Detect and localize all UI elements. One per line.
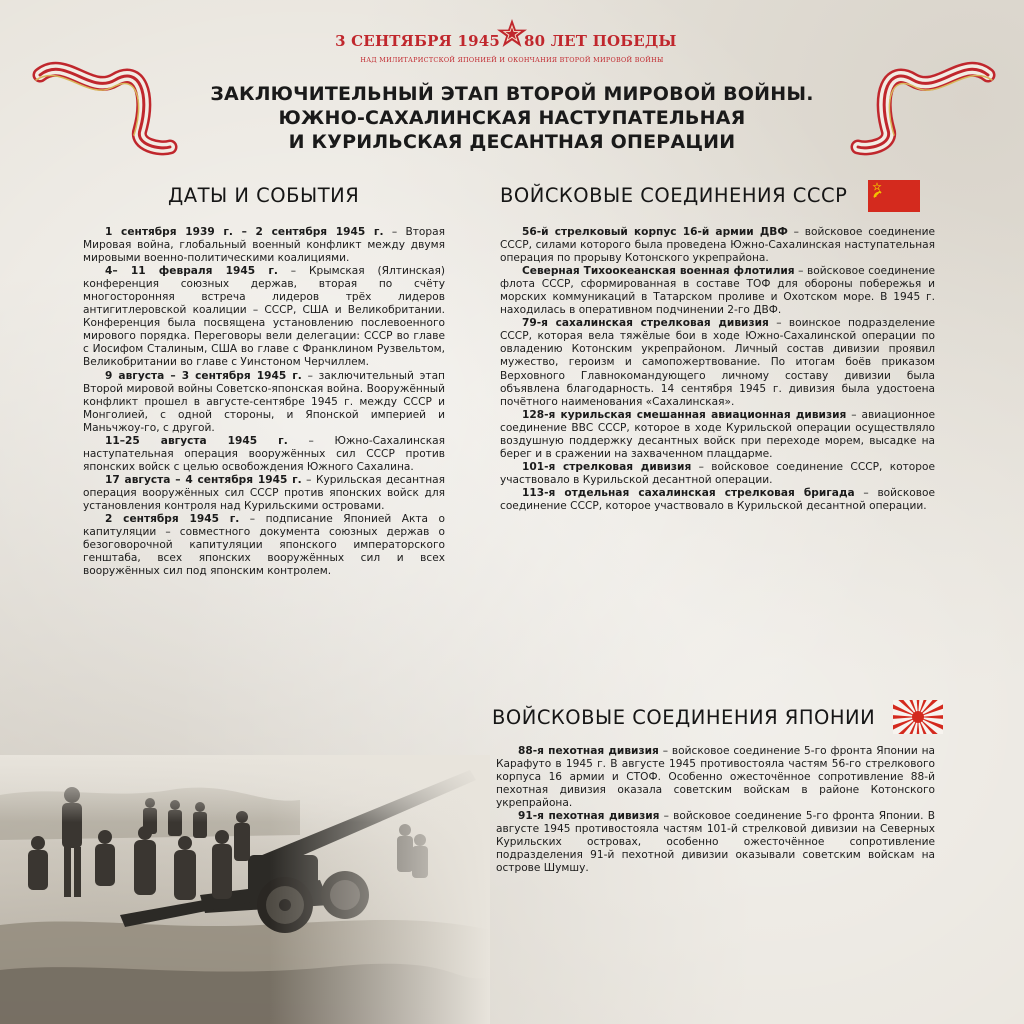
japan-units-list	[496, 745, 935, 875]
list-item: 1 сентября 1939 г. – 2 сентября 1945 г. – Вторая Мировая война, глобальный военный конфликт между двумя мировыми военно-политическими коалициями.	[83, 226, 446, 265]
emblem-anniversary: 80 ЛЕТ ПОБЕДЫ	[524, 32, 677, 50]
list-item: 91-я пехотная дивизия – войсковое соединение 5-го фронта Японии. В августе 1945 противостояла частям 101-й стрелковой дивизии на Северных Курильских островах, особенно ожесточённое сопротивление подразделения 91-й пехотной дивизии оказывали советским войскам на острове Шумшу.	[496, 810, 935, 875]
victory-ribbon-left-icon	[30, 55, 180, 165]
title-line-3: И КУРИЛЬСКАЯ ДЕСАНТНАЯ ОПЕРАЦИИ	[288, 131, 736, 153]
list-item: 4– 11 февраля 1945 г. – Крымская (Ялтинская) конференция союзных держав, вторая по счёту многосторонняя встреча лидеров трёх лидеров антигитлеровской коалиции – СССР, США и Великобритании. Конференция была посвящена установлению послевоенного мирового порядка. Переговоры вели делегации: СССР во главе с Иосифом Сталиным, США во главе с Франклином Рузвельтом, Великобритании во главе с Уинстоном Черчиллем.	[83, 265, 445, 369]
victory-ribbon-right-icon	[848, 55, 998, 165]
list-item: 113-я отдельная сахалинская стрелковая бригада – войсковое соединение СССР, которое участвовало в Курильской десантной операции.	[500, 486, 935, 512]
list-item: 11–25 августа 1945 г. – Южно-Сахалинская наступательная операция вооружённых сил СССР против японских войск с целью освобождения Южного Сахалина.	[83, 434, 445, 473]
page-title	[160, 82, 864, 154]
list-item: 9 августа – 3 сентября 1945 г. – заключительный этап Второй мировой войны Советско-японская война. Вооружённый конфликт прошел в августе-сентябре 1945 г. между СССР и Монголией, с одной стороны, и Японской империей и Маньчжоу-го, с другой.	[83, 369, 445, 434]
list-item: 56-й стрелковый корпус 16-й армии ДВФ – войсковое соединение СССР, силами которого была проведена Южно-Сахалинская наступательная операция по прорыву Котонского укрепрайона.	[500, 226, 936, 265]
list-item: 101-я стрелковая дивизия – войсковое соединение СССР, которое участвовало в Курильской десантной операции.	[500, 460, 935, 486]
list-item: Северная Тихоокеанская военная флотилия – войсковое соединение флота СССР, сформированная в составе ТОФ для обороны побережья и морских коммуникаций в Татарском проливе и Охотском море. В 1945 г. находилась в оперативном подчинении 2-го ДВФ.	[500, 265, 935, 317]
title-line-1: ЗАКЛЮЧИТЕЛЬНЫЙ ЭТАП ВТОРОЙ МИРОВОЙ ВОЙНЫ.	[210, 83, 814, 105]
list-item: 88-я пехотная дивизия – войсковое соединение 5-го фронта Японии на Карафуто в 1945 г. В августе 1945 противостояла частям 56-го стрелкового корпуса 16 армии и СТОФ. Особенно ожесточённое сопротивление 88-й пехотная дивизия оказала советским войскам в районе Котонского укрепрайона.	[496, 745, 935, 810]
emblem-date: 3 СЕНТЯБРЯ 1945	[335, 32, 500, 50]
list-item: 17 августа – 4 сентября 1945 г. – Курильская десантная операция вооружённых сил СССР против японских войск для установления контроля над Курильскими островами.	[83, 473, 446, 512]
header-emblem	[262, 18, 762, 66]
list-item: 128-я курильская смешанная авиационная дивизия – авиационное соединение ВВС СССР, которое в ходе Курильской операции осуществляло воздушную поддержку десантных войск при переходе морем, высадке на берег и в сражении на захваченном плацдарме.	[500, 408, 935, 460]
list-item: 79-я сахалинская стрелковая дивизия – воинское подразделение СССР, которая вела тяжёлые бои в ходе Южно-Сахалинской операции по овладению Котонским укрепрайоном. Личный состав дивизии проявил мужество, героизм и самопожертвование. По итогам боёв приказом Верховного Главнокомандующего личному составу дивизии была объявлена благодарность. 14 сентября 1945 г. дивизия была удостоена почётного наименования «Сахалинская».	[500, 317, 935, 408]
artillery-crew-photo	[0, 755, 490, 1024]
ussr-flag-icon	[868, 180, 920, 212]
emblem-subtitle: НАД МИЛИТАРИСТСКОЙ ЯПОНИЕЙ И ОКОНЧАНИЯ ВТОРОЙ МИРОВОЙ ВОЙНЫ	[360, 56, 664, 64]
dates-section-title: ДАТЫ И СОБЫТИЯ	[168, 184, 360, 207]
title-line-2: ЮЖНО-САХАЛИНСКАЯ НАСТУПАТЕЛЬНАЯ	[278, 107, 746, 129]
rising-sun-flag-icon	[893, 700, 943, 734]
ussr-section-title: ВОЙСКОВЫЕ СОЕДИНЕНИЯ СССР	[500, 184, 848, 207]
list-item: 2 сентября 1945 г. – подписание Японией Акта о капитуляции – совместного документа союзных держав о безоговорочной капитуляции японского императорского генштаба, всех японских вооружённых сил и всех вооружённых сил под японским контролем.	[83, 513, 445, 578]
japan-section-title: ВОЙСКОВЫЕ СОЕДИНЕНИЯ ЯПОНИИ	[492, 706, 876, 729]
ussr-units-list	[500, 226, 935, 513]
dates-list	[83, 226, 445, 578]
